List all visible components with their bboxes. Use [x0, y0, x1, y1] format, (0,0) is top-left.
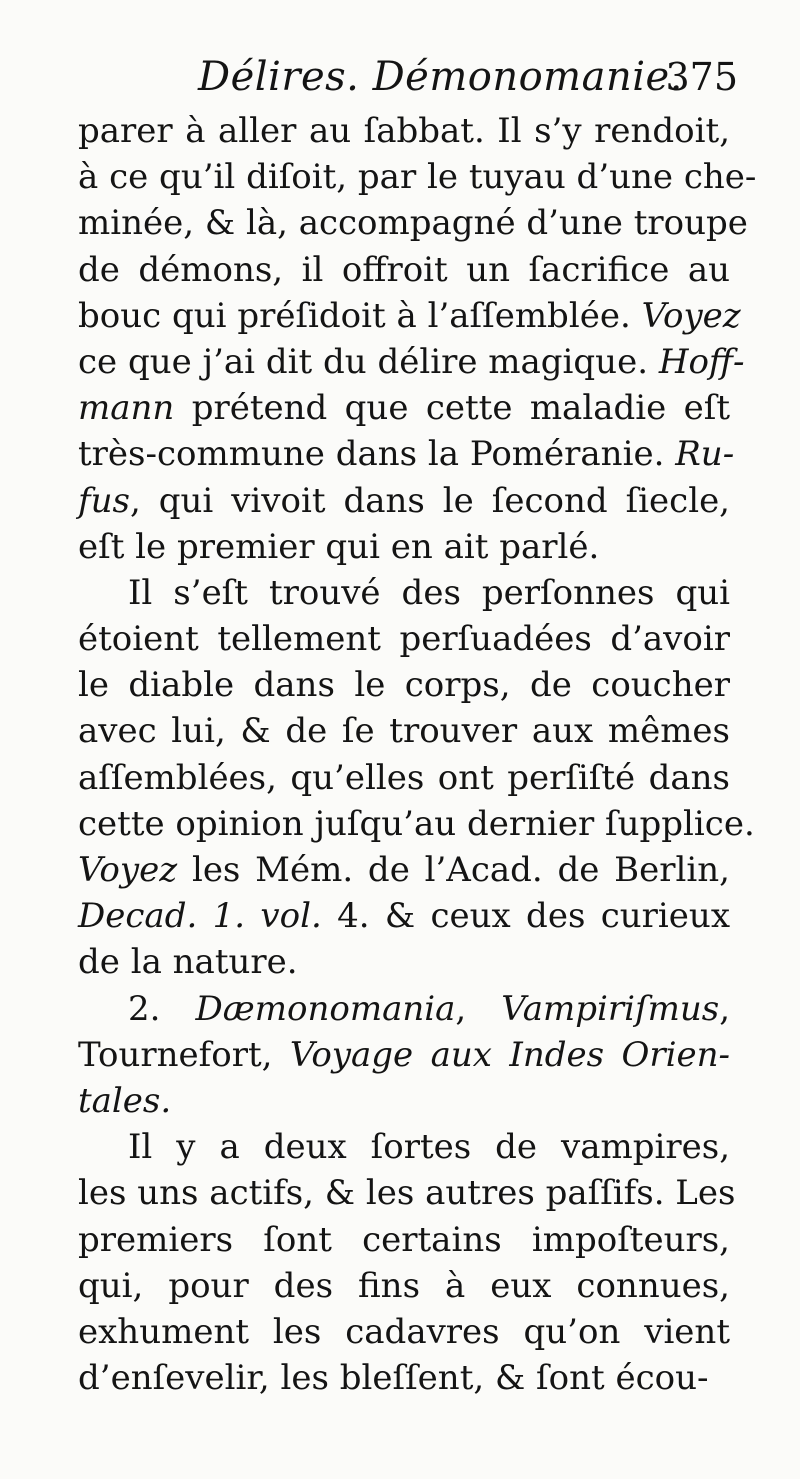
text-line [78, 293, 741, 339]
text-run: eſt le premier qui en ait parlé. [78, 526, 600, 567]
text-line [78, 478, 730, 524]
running-title: Délires. Démonomanie. [198, 54, 683, 100]
text-run: , qui vivoit dans le ſecond ſiecle, [129, 480, 730, 521]
text-run: 2. [128, 988, 196, 1029]
text-run: d’enſevelir, les bleſſent, & ſont écou- [78, 1358, 709, 1399]
text-run: aſſemblées, qu’elles ont perſiſté dans [78, 757, 730, 798]
text-line [78, 385, 730, 431]
italic-run: Dæmonomania [195, 988, 456, 1029]
text-run: avec lui, & de ſe trouver aux mêmes [78, 711, 730, 752]
text-line [78, 524, 730, 570]
text-block [78, 46, 757, 1401]
italic-run: Voyez [641, 295, 741, 336]
text-line [78, 1170, 736, 1216]
text-line [78, 1263, 730, 1309]
text-run: parer à aller au ſabbat. Il s’y rendoit, [78, 111, 730, 151]
text-run: exhument les cadavres qu’on vient [78, 1311, 730, 1352]
text-line [78, 431, 735, 477]
text-run: étoient tellement perſuadées d’avoir [78, 619, 730, 660]
text-run: de démons, il offroit un ſacrifice au [78, 249, 730, 290]
text-line [78, 339, 745, 385]
text-line [78, 986, 730, 1032]
text-line [78, 200, 748, 246]
text-line [78, 1355, 730, 1401]
text-line [78, 1124, 730, 1170]
text-line [78, 939, 730, 985]
italic-run: Voyez [78, 850, 178, 890]
text-run: très-commune dans la Poméranie. [78, 434, 676, 475]
text-run: le diable dans le corps, de coucher [78, 665, 730, 706]
text-line [78, 154, 757, 200]
text-line [78, 616, 730, 662]
text-run: ce que j’ai dit du délire magique. [78, 341, 659, 382]
text-line [78, 1032, 730, 1078]
italic-run: Hoff- [658, 341, 745, 382]
italic-run: Decad. 1. vol. [78, 896, 322, 937]
text-run: Il s’eſt trouvé des perſonnes qui [128, 572, 730, 613]
text-run: les uns actifs, & les autres paſſifs. Les [78, 1173, 736, 1214]
italic-run: Vampiriſmus [501, 988, 720, 1029]
text-run: , [455, 988, 502, 1029]
text-run: qui, pour des fins à eux connues, [78, 1265, 730, 1306]
text-line [78, 893, 730, 939]
text-line [78, 755, 730, 801]
text-run: Il y a deux ſortes de vampires, [128, 1127, 730, 1168]
text-line [78, 108, 730, 154]
text-line [78, 662, 730, 708]
text-run: minée, & là, accompagné d’une troupe [78, 203, 748, 244]
text-line [78, 247, 730, 293]
text-line [78, 708, 730, 754]
italic-run: mann [78, 388, 175, 429]
text-run: , [719, 988, 730, 1029]
text-line [78, 801, 755, 847]
text-run: les Mém. de l’Acad. de Berlin, [177, 850, 730, 890]
text-run: bouc qui préſidoit à l’aſſemblée. [78, 295, 642, 336]
text-line [78, 1217, 730, 1263]
text-run: cette opinion juſqu’au dernier ſupplice. [78, 803, 755, 844]
text-run: prétend que cette maladie eſt [174, 388, 730, 429]
text-line [78, 570, 730, 616]
text-run: 4. & ceux des curieux [321, 896, 730, 937]
text-run: de la nature. [78, 942, 298, 983]
text-line [78, 1078, 730, 1124]
italic-run: Ru- [675, 434, 735, 475]
italic-run: Voyage aux Indes Orien- [289, 1034, 731, 1075]
running-head [78, 46, 738, 108]
italic-run: tales. [78, 1080, 172, 1121]
text-line [78, 1309, 730, 1355]
text-run: à ce qu’il diſoit, par le tuyau d’une che- [78, 157, 757, 198]
italic-run: fus [78, 480, 130, 521]
page-number: 375 [665, 55, 738, 99]
body-text [78, 108, 757, 1401]
text-run: Tournefort, [78, 1034, 290, 1075]
text-run: premiers ſont certains impoſteurs, [78, 1219, 730, 1260]
text-line [78, 847, 730, 893]
